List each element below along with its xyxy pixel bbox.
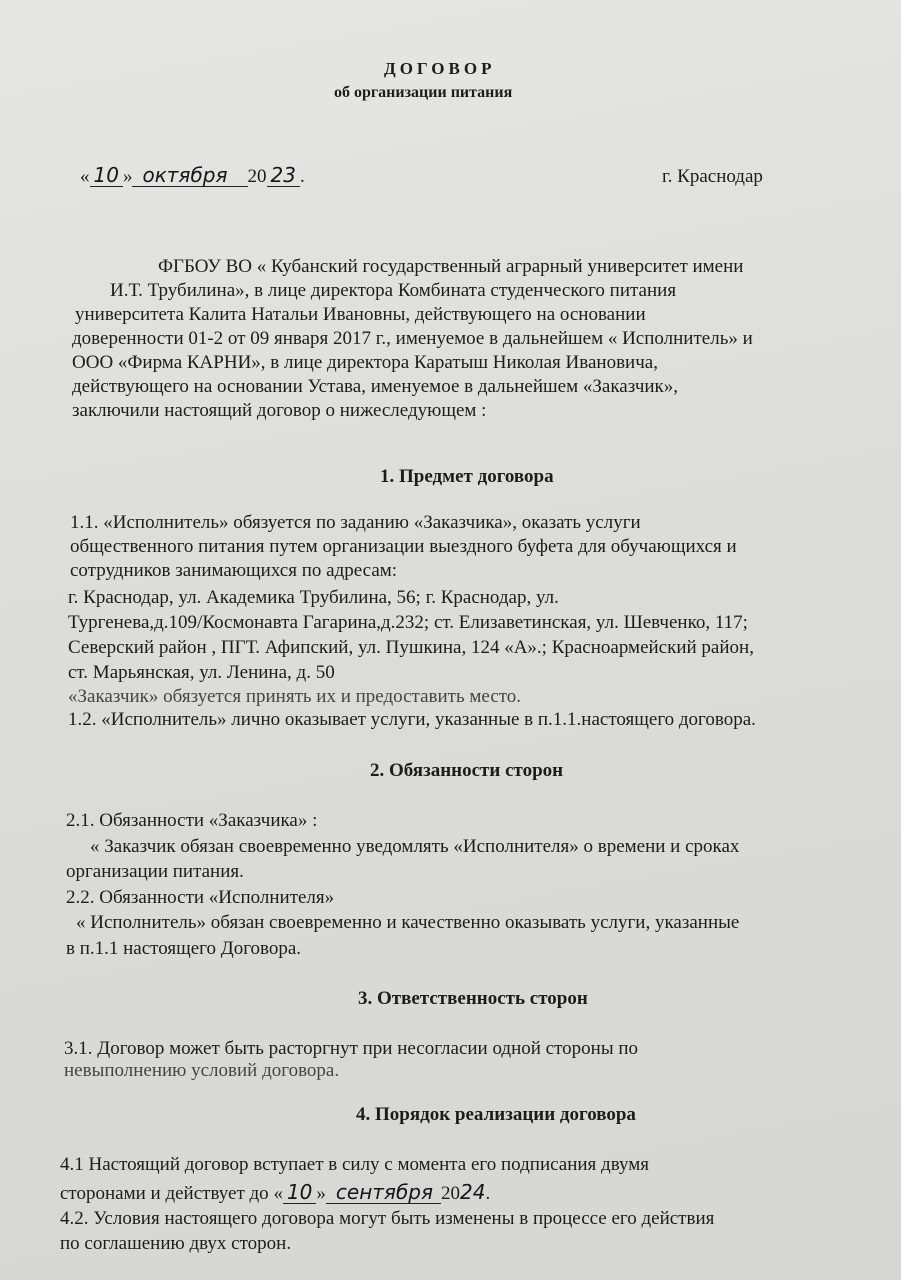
section-4-line: 4.1 Настоящий договор вступает в силу с момента его подписания двумя (60, 1154, 650, 1175)
section-1-heading: 1. Предмет договора (380, 466, 554, 487)
date-month-handwritten: октября (132, 164, 247, 187)
section-1-line: сотрудников занимающихся по адресам: (70, 560, 398, 581)
section-2-line: « Исполнитель» обязан своевременно и качественно оказывать услуги, указанные (76, 912, 740, 933)
section-1-line: «Заказчик» обязуется принять их и предоставить место. (68, 686, 522, 707)
term-year-handwritten: 24 (460, 1180, 486, 1204)
section-1-line: ст. Марьянская, ул. Ленина, д. 50 (68, 662, 335, 683)
section-4-heading: 4. Порядок реализации договора (356, 1104, 636, 1125)
section-2-line: организации питания. (66, 861, 244, 882)
section-1-line: Тургенева,д.109/Космонавта Гагарина,д.232; ст. Елизаветинская, ул. Шевченко, 117; (68, 612, 748, 633)
section-4-line-term (60, 1181, 490, 1205)
section-2-line: « Заказчик обязан своевременно уведомлять «Исполнителя» о времени и сроках (90, 836, 740, 857)
preamble-line: доверенности 01-2 от 09 января 2017 г., именуемое в дальнейшем « Исполнитель» и (72, 328, 753, 349)
document-title: ДОГОВОР (384, 59, 496, 78)
section-4-line: по соглашению двух сторон. (60, 1233, 292, 1254)
term-close-quote: » (316, 1183, 326, 1204)
section-3-heading: 3. Ответственность сторон (358, 988, 588, 1009)
date-year-handwritten: 23 (267, 164, 300, 187)
date-open-quote: « (80, 166, 90, 187)
date-day-handwritten: 10 (90, 164, 123, 187)
section-2-line: в п.1.1 настоящего Договора. (66, 938, 302, 959)
preamble-line: ООО «Фирма КАРНИ», в лице директора Каратыш Николая Ивановича, (72, 352, 658, 373)
term-prefix: сторонами и действует до (60, 1183, 274, 1204)
section-1-line: г. Краснодар, ул. Академика Трубилина, 56; г. Краснодар, ул. (68, 587, 559, 608)
contract-date (80, 164, 305, 188)
section-3-line: невыполнению условий договора. (64, 1060, 340, 1081)
term-end: . (485, 1183, 491, 1204)
section-1-line: 1.1. «Исполнитель» обязуется по заданию «Заказчика», оказать услуги (70, 512, 641, 533)
preamble-line: университета Калита Натальи Ивановны, действующего на основании (75, 304, 646, 325)
section-1-line: Северский район , ПГТ. Афипский, ул. Пушкина, 124 «А».; Красноармейский район, (68, 637, 754, 658)
section-2-line: 2.2. Обязанности «Исполнителя» (66, 887, 335, 908)
preamble-line: И.Т. Трубилина», в лице директора Комбината студенческого питания (110, 280, 677, 301)
date-close-quote: » (122, 166, 133, 187)
document-subtitle: об организации питания (334, 84, 513, 101)
section-2-heading: 2. Обязанности сторон (370, 760, 564, 781)
preamble-line: действующего на основании Устава, именуемое в дальнейшем «Заказчик», (72, 376, 679, 397)
term-month-handwritten: сентября (326, 1181, 441, 1204)
section-3-line: 3.1. Договор может быть расторгнут при несогласии одной стороны по (64, 1038, 639, 1059)
section-1-line: общественного питания путем организации выездного буфета для обучающихся и (70, 536, 737, 557)
term-open-quote: « (273, 1183, 283, 1204)
contract-city: г. Краснодар (662, 166, 763, 187)
term-day-handwritten: 10 (283, 1181, 316, 1204)
preamble-line: ФГБОУ ВО « Кубанский государственный аграрный университет имени (158, 256, 744, 277)
section-4-line: 4.2. Условия настоящего договора могут быть изменены в процессе его действия (60, 1208, 715, 1229)
preamble-line: заключили настоящий договор о нижеследующем : (72, 400, 487, 421)
section-1-line: 1.2. «Исполнитель» лично оказывает услуги, указанные в п.1.1.настоящего договора. (68, 709, 756, 730)
section-2-line: 2.1. Обязанности «Заказчика» : (66, 810, 318, 831)
date-year-prefix: 20 (247, 166, 267, 187)
term-year-prefix: 20 (441, 1183, 461, 1204)
date-end: . (299, 166, 305, 187)
